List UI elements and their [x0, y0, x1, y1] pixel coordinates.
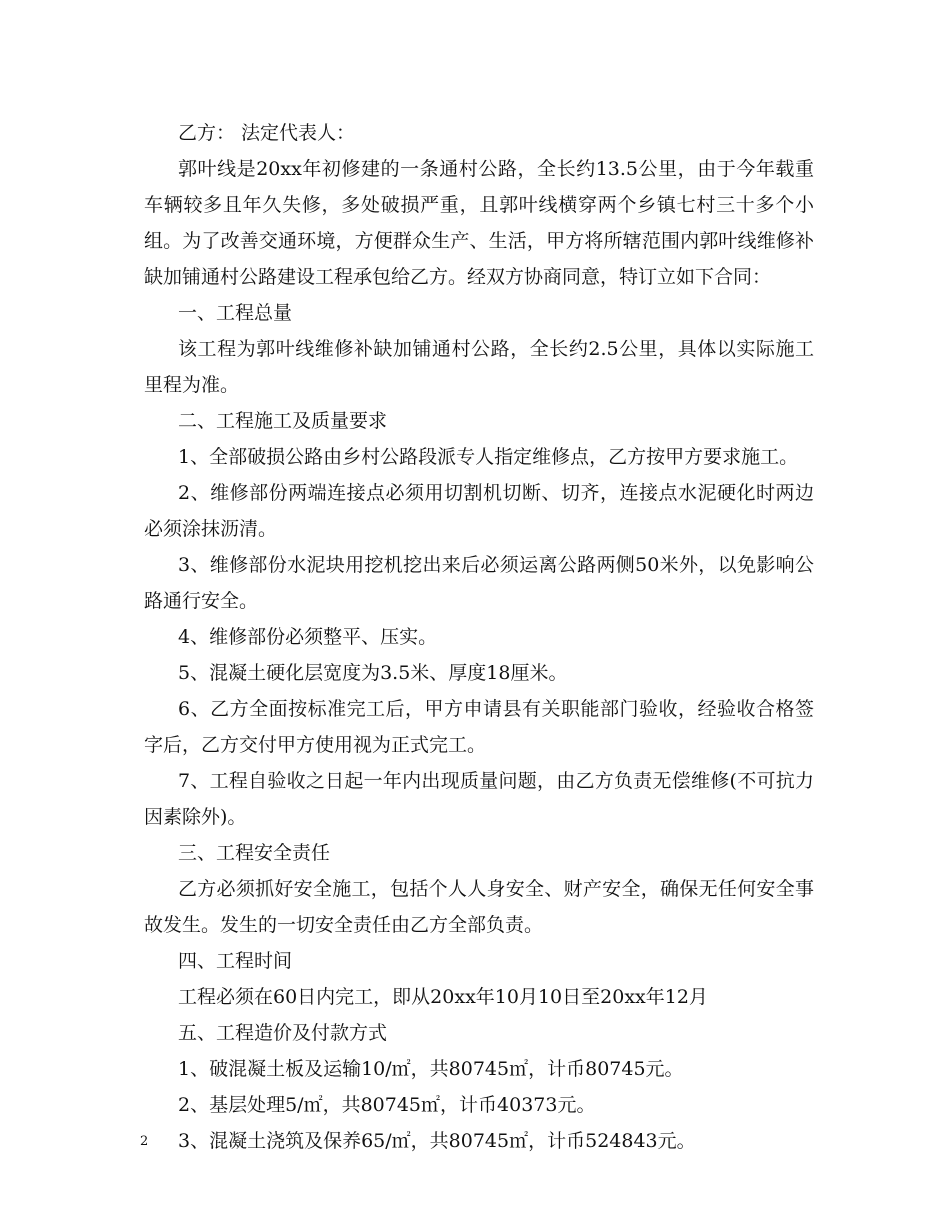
contract-body	[144, 115, 814, 1159]
section-heading-5: 五、工程造价及付款方式	[178, 1022, 388, 1044]
requirement-3: 3、维修部份水泥块用挖机挖出来后必须运离公路两侧50米外，以免影响公路通行安全。	[144, 554, 814, 612]
cost-item-2: 2、基层处理5/㎡，共80745㎡，计币40373元。	[178, 1094, 596, 1116]
intro-paragraph: 郭叶线是20xx年初修建的一条通村公路，全长约13.5公里，由于今年载重车辆较多且年久失修，多处破损严重，且郭叶线横穿两个乡镇七村三十多个小组。为了改善交通环境，方便群众生产、生活，甲方将所辖范围内郭叶线维修补缺加铺通村公路建设工程承包给乙方。经双方协商同意，特订立如下合同：	[144, 158, 814, 288]
page-number: 2	[140, 1134, 149, 1149]
section-heading-4: 四、工程时间	[178, 950, 293, 972]
requirement-1: 1、全部破损公路由乡村公路段派专人指定维修点，乙方按甲方要求施工。	[178, 446, 799, 468]
requirement-2: 2、维修部份两端连接点必须用切割机切断、切齐，连接点水泥硬化时两边必须涂抹沥清。	[144, 482, 814, 540]
cost-item-3: 3、混凝土浇筑及保养65/㎡，共80745㎡，计币524843元。	[178, 1130, 696, 1152]
cost-item-1: 1、破混凝土板及运输10/㎡，共80745㎡，计币80745元。	[178, 1058, 684, 1080]
section-1-text: 该工程为郭叶线维修补缺加铺通村公路，全长约2.5公里，具体以实际施工里程为准。	[144, 338, 814, 396]
section-heading-3: 三、工程安全责任	[178, 842, 331, 864]
party-b-line: 乙方： 法定代表人：	[178, 122, 356, 144]
section-heading-1: 一、工程总量	[178, 302, 293, 324]
section-heading-2: 二、工程施工及质量要求	[178, 410, 388, 432]
requirement-7: 7、工程自验收之日起一年内出现质量问题，由乙方负责无偿维修(不可抗力因素除外)。	[144, 770, 814, 828]
section-3-text: 乙方必须抓好安全施工，包括个人人身安全、财产安全，确保无任何安全事故发生。发生的一切安全责任由乙方全部负责。	[144, 878, 814, 936]
section-4-text: 工程必须在60日内完工，即从20xx年10月10日至20xx年12月	[178, 986, 708, 1008]
requirement-4: 4、维修部份必须整平、压实。	[178, 626, 438, 648]
requirement-6: 6、乙方全面按标准完工后，甲方申请县有关职能部门验收，经验收合格签字后，乙方交付甲方使用视为正式完工。	[144, 698, 814, 756]
requirement-5: 5、混凝土硬化层宽度为3.5米、厚度18厘米。	[178, 662, 568, 684]
